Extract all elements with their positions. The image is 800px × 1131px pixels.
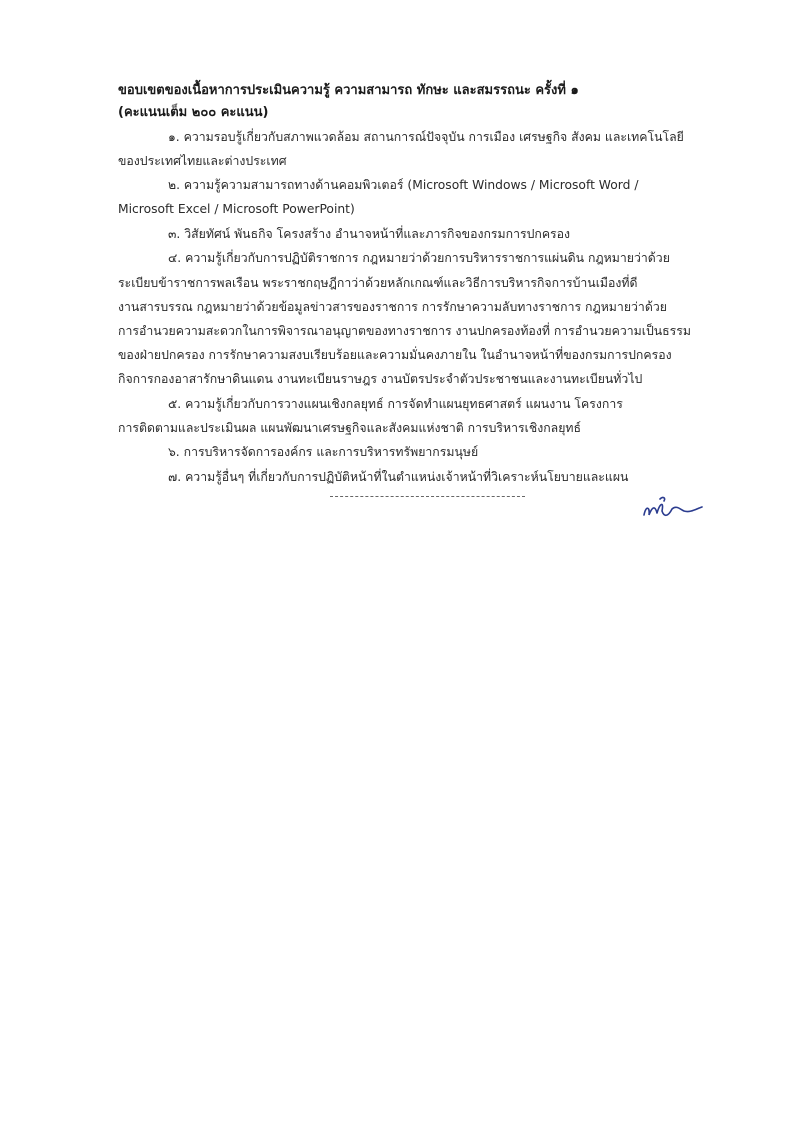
item-line: ๓. วิสัยทัศน์ พันธกิจ โครงสร้าง อำนาจหน้าที่และภารกิจของกรมการปกครอง bbox=[168, 227, 571, 241]
document-subtitle: (คะแนนเต็ม ๒๐๐ คะแนน) bbox=[118, 105, 269, 120]
item-line: ๖. การบริหารจัดการองค์กร และการบริหารทรัพยากรมนุษย์ bbox=[168, 445, 479, 459]
item-line: Microsoft Excel / Microsoft PowerPoint) bbox=[118, 202, 355, 216]
item-line: ของประเทศไทยและต่างประเทศ bbox=[118, 154, 287, 168]
item-line: ระเบียบข้าราชการพลเรือน พระราชกฤษฎีกาว่าด้วยหลักเกณฑ์และวิธีการบริหารกิจการบ้านเมืองที่ดี bbox=[118, 276, 638, 290]
item-line: กิจการกองอาสารักษาดินแดน งานทะเบียนราษฎร งานบัตรประจำตัวประชาชนและงานทะเบียนทั่วไป bbox=[118, 372, 643, 386]
item-line: ๕. ความรู้เกี่ยวกับการวางแผนเชิงกลยุทธ์ การจัดทำแผนยุทธศาสตร์ แผนงาน โครงการ bbox=[168, 397, 623, 411]
item-line: การอำนวยความสะดวกในการพิจารณาอนุญาตของทางราชการ งานปกครองท้องที่ การอำนวยความเป็นธรรม bbox=[118, 324, 691, 338]
item-line: การติดตามและประเมินผล แผนพัฒนาเศรษฐกิจและสังคมแห่งชาติ การบริหารเชิงกลยุทธ์ bbox=[118, 421, 582, 435]
end-divider bbox=[330, 496, 525, 497]
item-line: งานสารบรรณ กฎหมายว่าด้วยข้อมูลข่าวสารของราชการ การรักษาความลับทางราชการ กฎหมายว่าด้วย bbox=[118, 300, 667, 314]
item-line: ๒. ความรู้ความสามารถทางด้านคอมพิวเตอร์ (Microsoft Windows / Microsoft Word / bbox=[168, 178, 639, 192]
item-line: ๑. ความรอบรู้เกี่ยวกับสภาพแวดล้อม สถานการณ์ปัจจุบัน การเมือง เศรษฐกิจ สังคม และเทคโนโลยี bbox=[168, 130, 684, 144]
signature-initials bbox=[640, 495, 705, 523]
item-line: ๔. ความรู้เกี่ยวกับการปฏิบัติราชการ กฎหมายว่าด้วยการบริหารราชการแผ่นดิน กฎหมายว่าด้วย bbox=[168, 251, 670, 265]
item-line: ๗. ความรู้อื่นๆ ที่เกี่ยวกับการปฏิบัติหน้าที่ในตำแหน่งเจ้าหน้าที่วิเคราะห์นโยบายและแผน bbox=[168, 470, 629, 484]
item-line: ของฝ่ายปกครอง การรักษาความสงบเรียบร้อยและความมั่นคงภายใน ในอำนาจหน้าที่ของกรมการปกครอง bbox=[118, 348, 672, 362]
document-title: ขอบเขตของเนื้อหาการประเมินความรู้ ความสามารถ ทักษะ และสมรรถนะ ครั้งที่ ๑ bbox=[118, 83, 579, 98]
